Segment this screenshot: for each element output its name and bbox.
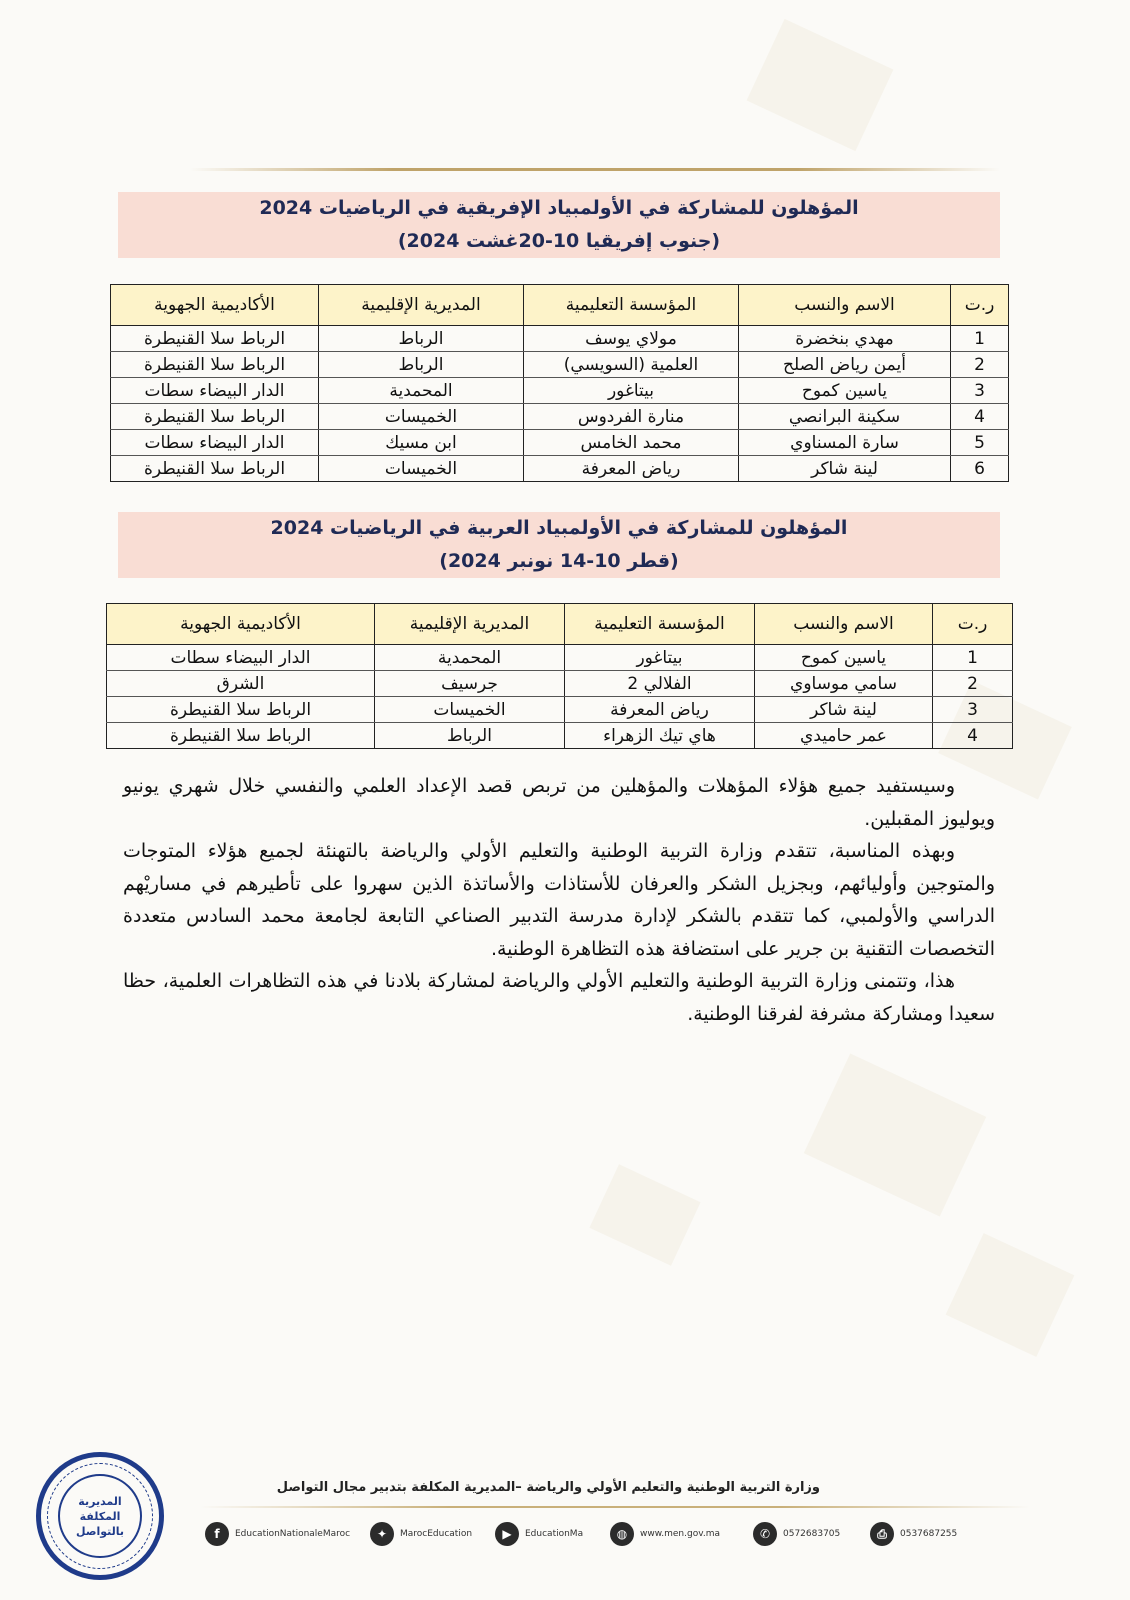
column-header: ر.ت (951, 285, 1009, 326)
cell-directorate: الرباط (375, 723, 565, 749)
table-row (111, 378, 1009, 404)
contact-website[interactable] (610, 1522, 720, 1546)
cell-rank: 1 (951, 326, 1009, 352)
cell-school: بيتاغور (565, 645, 755, 671)
cell-rank: 1 (933, 645, 1013, 671)
cell-rank: 2 (933, 671, 1013, 697)
cell-rank: 2 (951, 352, 1009, 378)
cell-rank: 4 (951, 404, 1009, 430)
column-header: الاسم والنسب (755, 604, 933, 645)
background-shape (804, 1053, 986, 1216)
cell-academy: الرباط سلا القنيطرة (107, 697, 375, 723)
globe-icon: ◍ (610, 1522, 634, 1546)
table-row (111, 430, 1009, 456)
column-header: الأكاديمية الجهوية (111, 285, 319, 326)
header-divider (190, 168, 1000, 171)
body-text (123, 770, 995, 1030)
contact-text: EducationNationaleMaroc (235, 1529, 351, 1539)
cell-rank: 3 (933, 697, 1013, 723)
cell-directorate: الخميسات (319, 404, 524, 430)
table-row (107, 645, 1013, 671)
official-stamp (36, 1452, 164, 1580)
youtube-icon: ▶ (495, 1522, 519, 1546)
cell-academy: الدار البيضاء سطات (111, 430, 319, 456)
cell-school: رياض المعرفة (524, 456, 739, 482)
contact-text: www.men.gov.ma (640, 1529, 720, 1539)
cell-name: لينة شاكر (755, 697, 933, 723)
paragraph: وسيستفيد جميع هؤلاء المؤهلات والمؤهلين من تربص قصد الإعداد العلمي والنفسي خلال شهري يونيو ويوليوز المقبلين. (123, 775, 995, 830)
table-row (107, 697, 1013, 723)
cell-rank: 6 (951, 456, 1009, 482)
cell-rank: 4 (933, 723, 1013, 749)
cell-rank: 5 (951, 430, 1009, 456)
contact-fax[interactable] (870, 1522, 957, 1546)
table-row (111, 456, 1009, 482)
cell-academy: الرباط سلا القنيطرة (111, 352, 319, 378)
cell-rank: 3 (951, 378, 1009, 404)
stamp-text: المكلفة (79, 1509, 121, 1523)
stamp-text: بالتواصل (76, 1524, 124, 1538)
table1-title-banner (118, 192, 1000, 258)
contact-text: MarocEducation (400, 1529, 473, 1539)
paragraph: هذا، وتتمنى وزارة التربية الوطنية والتعليم الأولي والرياضة لمشاركة بلادنا في هذه التظاهرات العلمية، حظا سعيدا ومشاركة مشرفة لفرقنا الوطنية. (123, 970, 995, 1025)
cell-directorate: الخميسات (375, 697, 565, 723)
cell-name: لينة شاكر (739, 456, 951, 482)
background-shape (946, 1233, 1075, 1357)
stamp-ring (47, 1463, 153, 1569)
table-row (107, 671, 1013, 697)
cell-directorate: المحمدية (375, 645, 565, 671)
contact-youtube[interactable] (495, 1522, 583, 1546)
cell-school: الفلالي 2 (565, 671, 755, 697)
background-shape (747, 19, 894, 151)
table-row (107, 723, 1013, 749)
contact-text: EducationMa (525, 1529, 584, 1539)
table2-title: المؤهلون للمشاركة في الأولمبياد العربية في الرياضيات 2024 (270, 517, 848, 539)
phone-icon: ✆ (753, 1522, 777, 1546)
column-header: الأكاديمية الجهوية (107, 604, 375, 645)
column-header: المديرية الإقليمية (375, 604, 565, 645)
african-olympiad-table (110, 284, 1009, 482)
cell-academy: الرباط سلا القنيطرة (111, 404, 319, 430)
cell-name: أيمن رياض الصلح (739, 352, 951, 378)
cell-academy: الشرق (107, 671, 375, 697)
cell-academy: الرباط سلا القنيطرة (107, 723, 375, 749)
contact-facebook[interactable] (205, 1522, 350, 1546)
cell-directorate: الرباط (319, 326, 524, 352)
arab-olympiad-table (106, 603, 1013, 749)
column-header: ر.ت (933, 604, 1013, 645)
cell-directorate: ابن مسيك (319, 430, 524, 456)
cell-school: مولاي يوسف (524, 326, 739, 352)
cell-school: العلمية (السويسي) (524, 352, 739, 378)
cell-academy: الدار البيضاء سطات (111, 378, 319, 404)
cell-name: عمر حاميدي (755, 723, 933, 749)
twitter-icon: ✦ (370, 1522, 394, 1546)
cell-name: ياسين كموح (755, 645, 933, 671)
cell-school: هاي تيك الزهراء (565, 723, 755, 749)
cell-school: محمد الخامس (524, 430, 739, 456)
column-header: المؤسسة التعليمية (565, 604, 755, 645)
cell-name: سكينة البرانصي (739, 404, 951, 430)
cell-school: بيتاغور (524, 378, 739, 404)
cell-name: سامي موساوي (755, 671, 933, 697)
paragraph: وبهذه المناسبة، تتقدم وزارة التربية الوطنية والتعليم الأولي والرياضة بالتهنئة لجميع هؤلاء المتوجات والمتوجين وأوليائهم، وبجزيل الشكر والعرفان للأستاذات والأساتذة الذين سهروا على تأطيرهم في مساريْهم الدراسي والأولمبي، كما تتقدم بالشكر لإدارة مدرسة التدبير الصناعي التابعة لجامعة محمد السادس متعددة التخصصات التقنية بن جرير على استضافة هذه التظاهرة الوطنية. (123, 840, 995, 960)
cell-school: منارة الفردوس (524, 404, 739, 430)
contact-twitter[interactable] (370, 1522, 472, 1546)
table1-title: المؤهلون للمشاركة في الأولمبياد الإفريقية في الرياضيات 2024 (259, 197, 859, 219)
cell-directorate: الرباط (319, 352, 524, 378)
column-header: المؤسسة التعليمية (524, 285, 739, 326)
stamp-text: المديرية (78, 1494, 122, 1508)
table-row (111, 352, 1009, 378)
contact-text: 0572683705 (783, 1529, 841, 1539)
cell-academy: الدار البيضاء سطات (107, 645, 375, 671)
table2-subtitle: (قطر 10-14 نونبر 2024) (439, 550, 679, 572)
cell-directorate: المحمدية (319, 378, 524, 404)
table-row (111, 326, 1009, 352)
fax-icon: ⎙ (870, 1522, 894, 1546)
cell-academy: الرباط سلا القنيطرة (111, 326, 319, 352)
background-shape (589, 1164, 700, 1265)
facebook-icon: f (205, 1522, 229, 1546)
table2-title-banner (118, 512, 1000, 578)
table-row (111, 404, 1009, 430)
contact-text: 0537687255 (900, 1529, 958, 1539)
cell-name: مهدي بنخضرة (739, 326, 951, 352)
cell-school: رياض المعرفة (565, 697, 755, 723)
cell-name: ياسين كموح (739, 378, 951, 404)
footer-ministry-line: وزارة التربية الوطنية والتعليم الأولي والرياضة –المديرية المكلفة بتدبير مجال التواصل (276, 1480, 820, 1495)
contact-phone[interactable] (753, 1522, 840, 1546)
cell-academy: الرباط سلا القنيطرة (111, 456, 319, 482)
column-header: المديرية الإقليمية (319, 285, 524, 326)
cell-directorate: الخميسات (319, 456, 524, 482)
cell-name: سارة المسناوي (739, 430, 951, 456)
column-header: الاسم والنسب (739, 285, 951, 326)
cell-directorate: جرسيف (375, 671, 565, 697)
table1-subtitle: (جنوب إفريقيا 10-20غشت 2024) (397, 230, 721, 252)
footer-divider (200, 1506, 1030, 1508)
